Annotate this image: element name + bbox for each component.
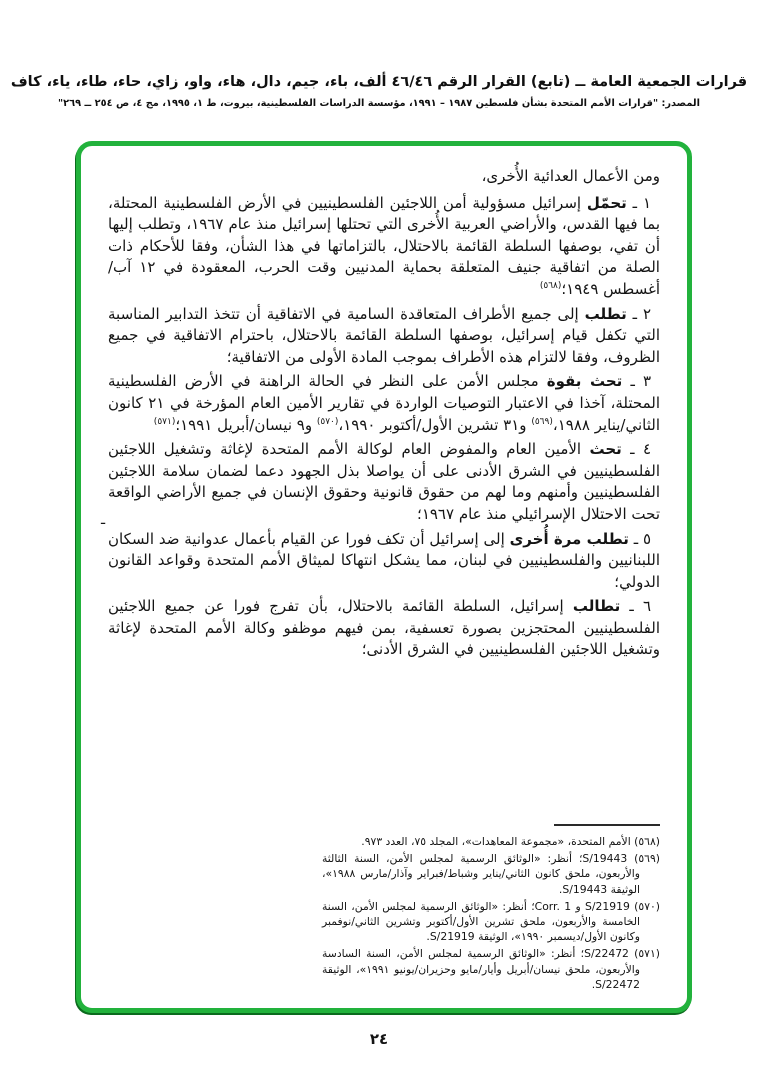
paragraph-number: ٥ ـ <box>628 529 651 548</box>
footnote-reference: (٥٦٩) <box>531 416 553 427</box>
operative-verb: تحمّل <box>586 193 627 212</box>
paragraph-number: ٤ ـ <box>621 440 651 459</box>
footnote-marker: (٥٧١) <box>628 947 660 961</box>
footnote-list <box>322 834 660 992</box>
header-title: قرارات الجمعية العامة ــ (تابع) القرار الرقم ٤٦/٤٦ ألف، باء، جيم، دال، هاء، واو، زاي، حاء، طاء، ياء، كاف <box>10 74 748 90</box>
header-source-line: المصدر: "قرارات الأمم المتحدة بشأن فلسطين ١٩٨٧ – ١٩٩١، مؤسسة الدراسات الفلسطينية، بيروت، ط ١، ١٩٩٥، مج ٤، ص ٢٥٤ ــ ٢٦٩" <box>58 98 700 109</box>
operative-verb: تطلب <box>584 304 627 323</box>
resolution-paragraph: ٤ ـ تحث الأمين العام والمفوض العام لوكالة الأمم المتحدة لإغاثة وتشغيل اللاجئين الفلسطينيين في الشرق الأدنى على أن يواصلا بذل الجهود دعما لضمان سلامة اللاجئين الفلسطينيين وأمنهم وما لهم من حقوق قانونية وحقوق الإنسان في جميع الأراضي الواقعة تحت الاحتلال الإسرائيلي منذ عام ١٩٦٧؛ <box>108 440 660 523</box>
resolution-paragraphs <box>108 193 660 661</box>
footnote-marker: (٥٦٩) <box>627 852 660 866</box>
footnote-marker: (٥٧٠) <box>629 899 661 913</box>
operative-verb: تطلب مرة أُخرى <box>509 529 629 548</box>
resolution-text <box>108 166 660 664</box>
page-number: ٢٤ <box>369 1030 389 1048</box>
paragraph-number: ٢ ـ <box>626 304 651 323</box>
resolution-paragraph: ٢ ـ تطلب إلى جميع الأطراف المتعاقدة السامية في الاتفاقية أن تتخذ التدابير المناسبة التي تكفل قيام إسرائيل، بوصفها السلطة القائمة بالاحتلال، باحترام الاتفاقية في جميع الظروف، وفقا لالتزام هذه الأطراف بموجب المادة الأولى من الاتفاقية؛ <box>108 304 660 366</box>
footnote-item: (٥٧٠) S/21919 و Corr. 1؛ أنظر: «الوثائق الرسمية لمجلس الأمن، السنة الخامسة والأربعون، ملحق تشرين الأول/أكتوبر وتشرين الثاني/نوفمبر وكانون الأول/ديسمبر ١٩٩٠»، الوثيقة S/21919. <box>322 899 661 944</box>
operative-verb: تحث بقوة <box>546 372 623 391</box>
page-header <box>0 0 758 109</box>
margin-dash-artifact: ـ <box>101 512 106 528</box>
operative-verb: تطالب <box>572 597 621 616</box>
paragraph-number: ١ ـ <box>626 193 651 212</box>
resolution-paragraph: ٥ ـ تطلب مرة أُخرى إلى إسرائيل أن تكف فورا عن القيام بأعمال عدوانية ضد السكان اللبنانيين والفلسطينيين في لبنان، مما يشكل انتهاكا لميثاق الأمم المتحدة وقواعد القانون الدولي؛ <box>108 529 660 591</box>
footnote-item: (٥٦٩) S/19443؛ أنظر: «الوثائق الرسمية لمجلس الأمن، السنة الثالثة والأربعون، ملحق كانون الثاني/يناير وشباط/فبراير وآذار/مارس ١٩٨٨»، الوثيقة S/19443. <box>322 852 660 896</box>
footnotes-section <box>322 824 660 994</box>
resolution-paragraph: ١ ـ تحمّل إسرائيل مسؤولية أمن اللاجئين الفلسطينيين في الأرض الفلسطينية المحتلة، بما فيها القدس، والأراضي العربية الأُخرى التي تحتلها إسرائيل منذ عام ١٩٦٧، وتطلب إليها أن تفي، بوصفها السلطة القائمة بالاحتلال، بالتزاماتها في هذا الشأن، وفقا للأحكام ذات الصلة من اتفاقية جنيف المتعلقة بحماية المدنيين وقت الحرب، المعقودة في ١٢ آب/أغسطس ١٩٤٩؛$^{(٥٦٨)}$ <box>108 193 661 298</box>
footnote-item: (٥٦٨) الأمم المتحدة، «مجموعة المعاهدات»، المجلد ٧٥، العدد ٩٧٣. <box>361 834 660 848</box>
footnote-separator <box>554 824 660 826</box>
intro-line: ومن الأعمال العدائية الأُخرى، <box>481 167 660 185</box>
footnote-reference: (٥٧٠) <box>316 416 339 427</box>
footnote-marker: (٥٦٨) <box>630 834 660 848</box>
content-frame <box>76 141 692 1013</box>
paragraph-number: ٦ ـ <box>620 597 651 616</box>
operative-verb: تحث <box>589 440 622 459</box>
paragraph-number: ٣ ـ <box>622 372 652 391</box>
footnote-reference: (٥٧١) <box>153 416 176 427</box>
footnote-reference: (٥٦٨) <box>539 280 562 291</box>
resolution-paragraph: ٣ ـ تحث بقوة مجلس الأمن على النظر في الحالة الراهنة في الأرض الفلسطينية المحتلة، آخذا في الاعتبار التوصيات الواردة في تقارير الأمين العام المؤرخة في ٢١ كانون الثاني/يناير ١٩٨٨،$^{(٥٦٩)}$ و٣١ تشرين الأول/أكتوبر ١٩٩٠،$^{(٥٧٠)}$ و٩ نيسان/أبريل ١٩٩١؛$^{(٥٧١)}$ <box>108 372 661 434</box>
resolution-paragraph: ٦ ـ تطالب إسرائيل، السلطة القائمة بالاحتلال، بأن تفرج فورا عن جميع اللاجئين الفلسطينيين المحتجزين بصورة تعسفية، بمن فيهم موظفو وكالة الأمم المتحدة لإغاثة وتشغيل اللاجئين الفلسطينيين في الشرق الأدنى؛ <box>108 597 660 659</box>
footnote-item: (٥٧١) S/22472؛ أنظر: «الوثائق الرسمية لمجلس الأمن، السنة السادسة والأربعون، ملحق نيسان/أبريل وأيار/مايو وحزيران/يونيو ١٩٩١»، الوثيقة S/22472. <box>322 947 660 991</box>
